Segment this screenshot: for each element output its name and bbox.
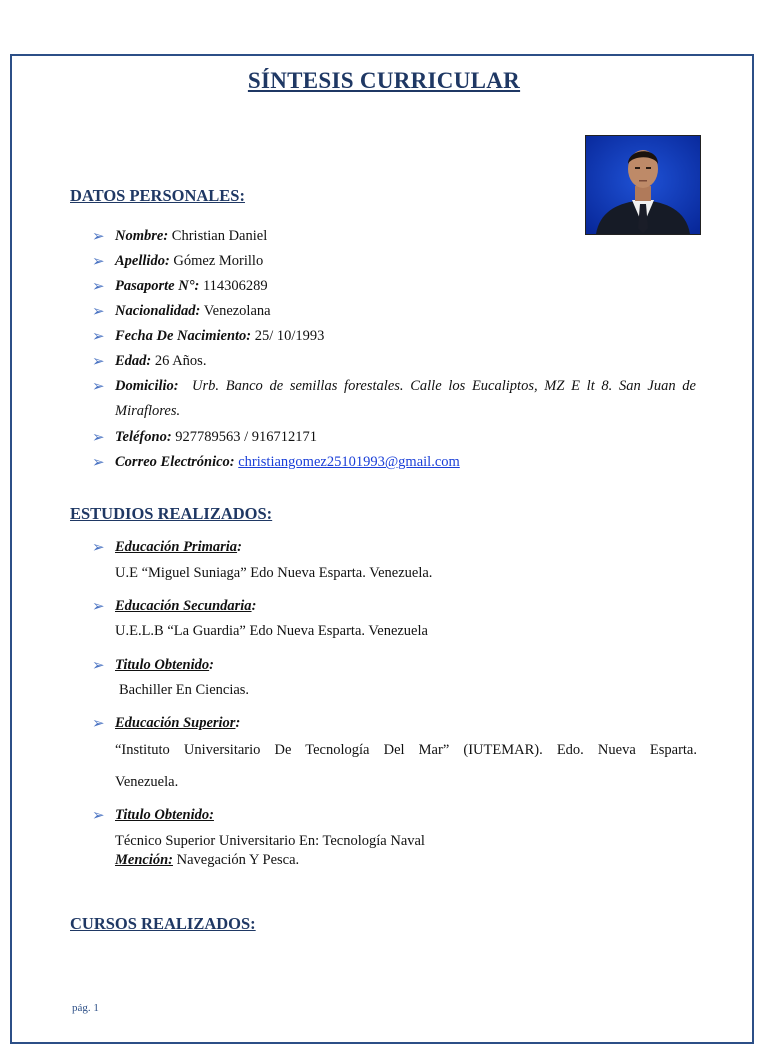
primary-education-value: U.E “Miguel Suniaga” Edo Nueva Esparta. Venezuela. bbox=[115, 565, 433, 581]
list-item-superior-education: ➢ Educación Superior: bbox=[92, 711, 696, 736]
arrow-bullet-icon: ➢ bbox=[92, 453, 105, 471]
list-item-phone bbox=[92, 425, 696, 450]
passport-value: 114306289 bbox=[202, 278, 268, 294]
list-item-address bbox=[92, 374, 696, 424]
phone-label: Teléfono: bbox=[115, 429, 172, 445]
arrow-bullet-icon: ➢ bbox=[92, 538, 105, 556]
arrow-bullet-icon: ➢ bbox=[92, 377, 105, 395]
list-item-title-obtained-2 bbox=[92, 803, 696, 828]
title-obtained-1-label: Titulo Obtenido bbox=[115, 657, 210, 673]
profile-photo bbox=[585, 135, 701, 235]
address-label: Domicilio: bbox=[115, 378, 179, 394]
address-value: Urb. Banco de semillas forestales. Calle los Eucaliptos, MZ E lt 8. San Juan de bbox=[192, 378, 696, 394]
arrow-bullet-icon: ➢ bbox=[92, 252, 105, 270]
passport-label: Pasaporte N°: bbox=[115, 278, 200, 294]
list-item-secondary-education: ➢ Educación Secundaria: bbox=[92, 594, 696, 619]
mention-value: Navegación Y Pesca. bbox=[176, 852, 300, 868]
superior-education-label: Educación Superior bbox=[115, 715, 236, 731]
surname-value: Gómez Morillo bbox=[173, 253, 264, 269]
arrow-bullet-icon: ➢ bbox=[92, 806, 105, 824]
list-item-surname bbox=[92, 249, 696, 274]
nationality-label: Nacionalidad: bbox=[115, 303, 201, 319]
email-label: Correo Electrónico: bbox=[115, 454, 235, 470]
studies-heading: ESTUDIOS REALIZADOS: bbox=[70, 504, 273, 523]
address-value-line2: Miraflores. bbox=[115, 403, 181, 419]
list-item-title-obtained-1: ➢ Titulo Obtenido: bbox=[92, 653, 696, 678]
birthdate-value: 25/ 10/1993 bbox=[254, 328, 325, 344]
surname-label: Apellido: bbox=[115, 253, 170, 269]
age-label: Edad: bbox=[115, 353, 152, 369]
arrow-bullet-icon: ➢ bbox=[92, 302, 105, 320]
secondary-education-value: U.E.L.B “La Guardia” Edo Nueva Esparta. Venezuela bbox=[115, 623, 428, 639]
arrow-bullet-icon: ➢ bbox=[92, 597, 105, 615]
superior-education-value-line2: Venezuela. bbox=[115, 774, 179, 790]
page-number: pág. 1 bbox=[72, 1002, 99, 1014]
arrow-bullet-icon: ➢ bbox=[92, 352, 105, 370]
courses-heading: CURSOS REALIZADOS: bbox=[70, 914, 256, 933]
list-item-passport bbox=[92, 274, 696, 299]
arrow-bullet-icon: ➢ bbox=[92, 714, 105, 732]
email-link[interactable]: christiangomez25101993@gmail.com bbox=[238, 454, 460, 470]
title-obtained-2-value: Técnico Superior Universitario En: Tecnología Naval bbox=[115, 833, 425, 849]
personal-data-heading: DATOS PERSONALES: bbox=[70, 186, 245, 205]
list-item-nationality bbox=[92, 299, 696, 324]
document-title: SÍNTESIS CURRICULAR bbox=[247, 68, 521, 93]
arrow-bullet-icon: ➢ bbox=[92, 227, 105, 245]
superior-education-value: “Instituto Universitario De Tecnología Del Mar” (IUTEMAR). Edo. Nueva Esparta. bbox=[115, 742, 697, 758]
name-value: Christian Daniel bbox=[171, 228, 268, 244]
mention-label: Mención: bbox=[115, 852, 173, 868]
phone-value: 927789563 / 916712171 bbox=[175, 429, 318, 445]
age-value: 26 Años. bbox=[154, 353, 207, 369]
arrow-bullet-icon: ➢ bbox=[92, 656, 105, 674]
primary-education-label: Educación Primaria bbox=[115, 539, 238, 555]
list-item-age bbox=[92, 349, 696, 374]
birthdate-label: Fecha De Nacimiento: bbox=[115, 328, 252, 344]
profile-photo-image bbox=[586, 136, 700, 234]
list-item-email bbox=[92, 450, 696, 475]
mention-line bbox=[115, 850, 697, 870]
arrow-bullet-icon: ➢ bbox=[92, 277, 105, 295]
arrow-bullet-icon: ➢ bbox=[92, 428, 105, 446]
title-obtained-1-value: Bachiller En Ciencias. bbox=[119, 682, 250, 698]
title-obtained-2-label: Titulo Obtenido: bbox=[115, 807, 214, 823]
arrow-bullet-icon: ➢ bbox=[92, 327, 105, 345]
list-item-name bbox=[92, 224, 696, 249]
name-label: Nombre: bbox=[115, 228, 169, 244]
secondary-education-label: Educación Secundaria bbox=[115, 598, 252, 614]
list-item-primary-education: ➢ Educación Primaria: bbox=[92, 535, 696, 560]
nationality-value: Venezolana bbox=[203, 303, 271, 319]
list-item-birthdate bbox=[92, 324, 696, 349]
